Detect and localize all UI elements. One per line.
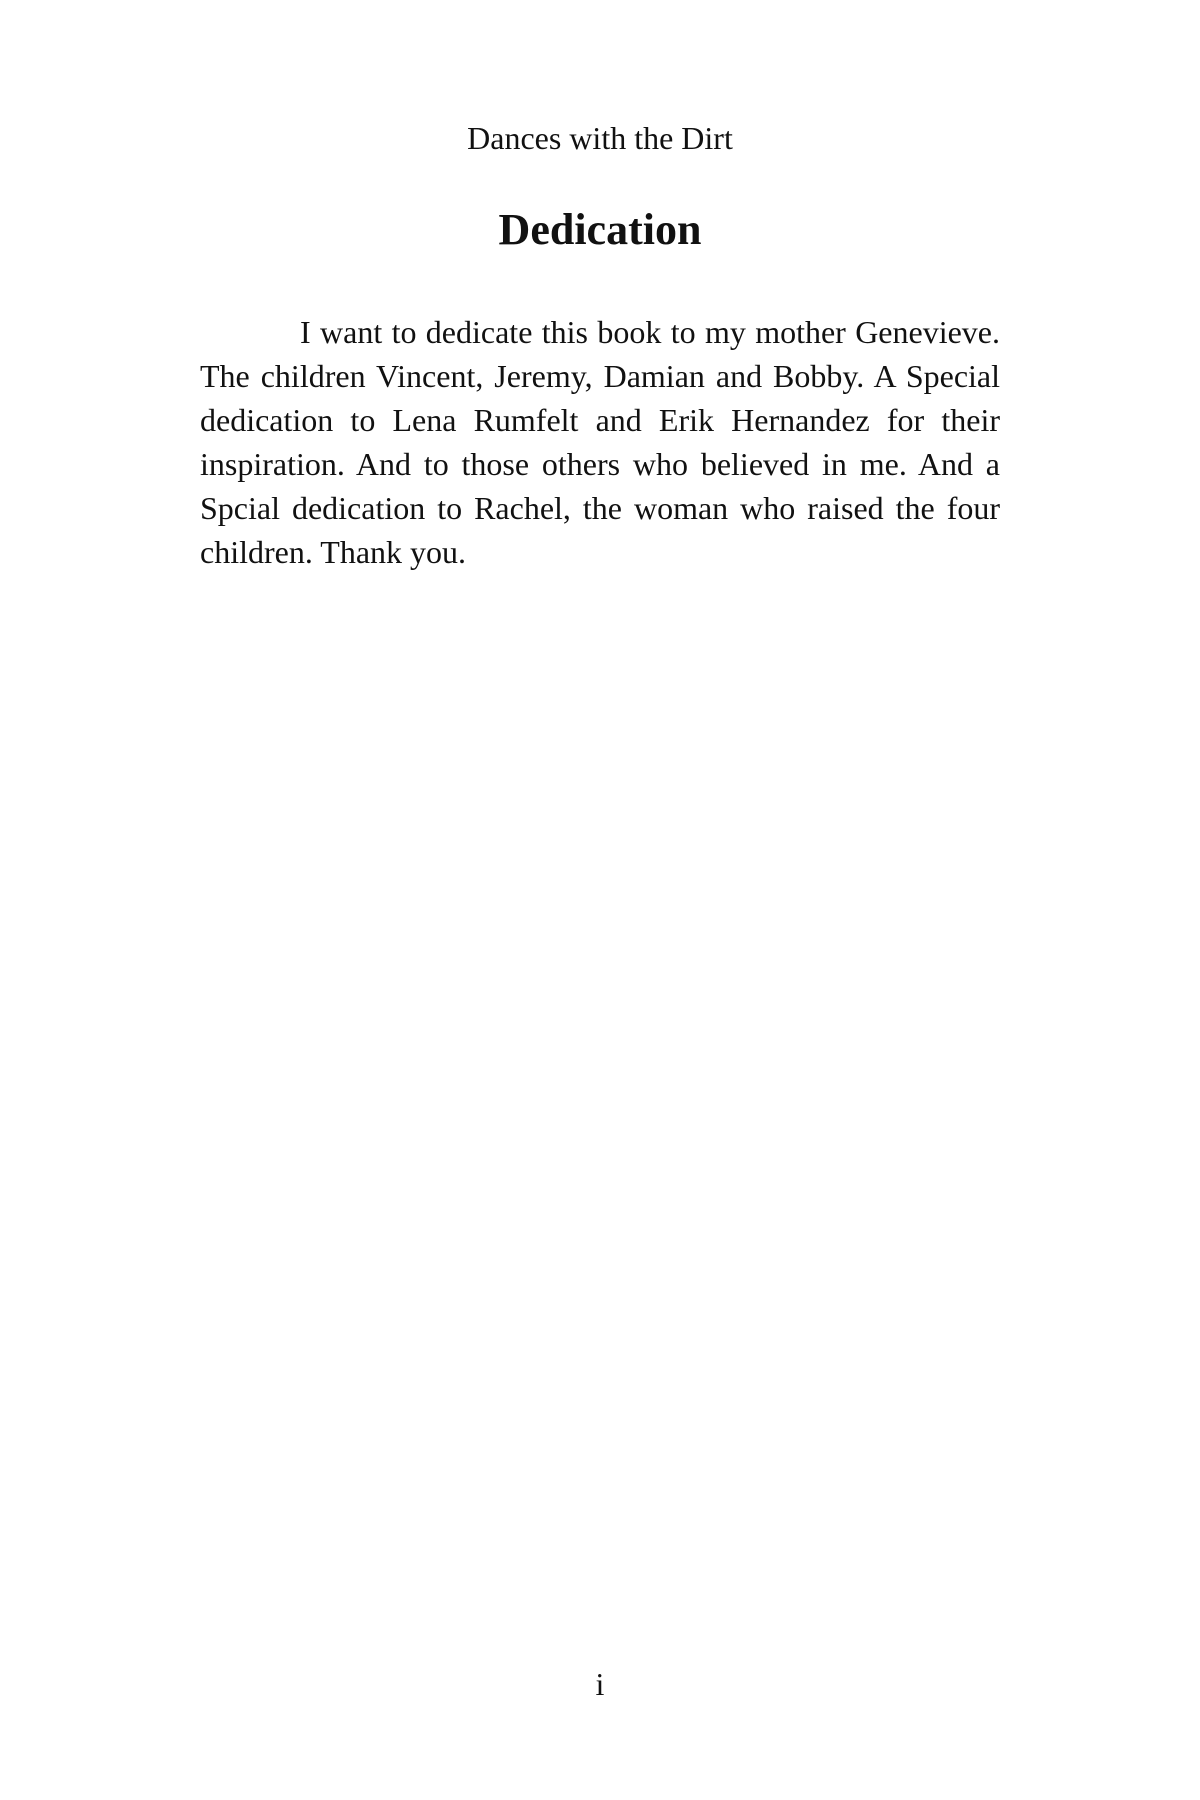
page-number: i [595,1666,605,1702]
running-header: Dances with the Dirt [467,120,733,156]
dedication-paragraph: I want to dedicate this book to my mother Genevieve. The children Vincent, Jeremy, Damian and Bobby. A Special dedication to Lena Rumfelt and Erik Hernandez for their inspiration. And to those others who believed in me. And a Spcial dedication to Rachel, the woman who raised the four children. Thank you. [200,314,1000,570]
page-title: Dedication [498,205,702,254]
